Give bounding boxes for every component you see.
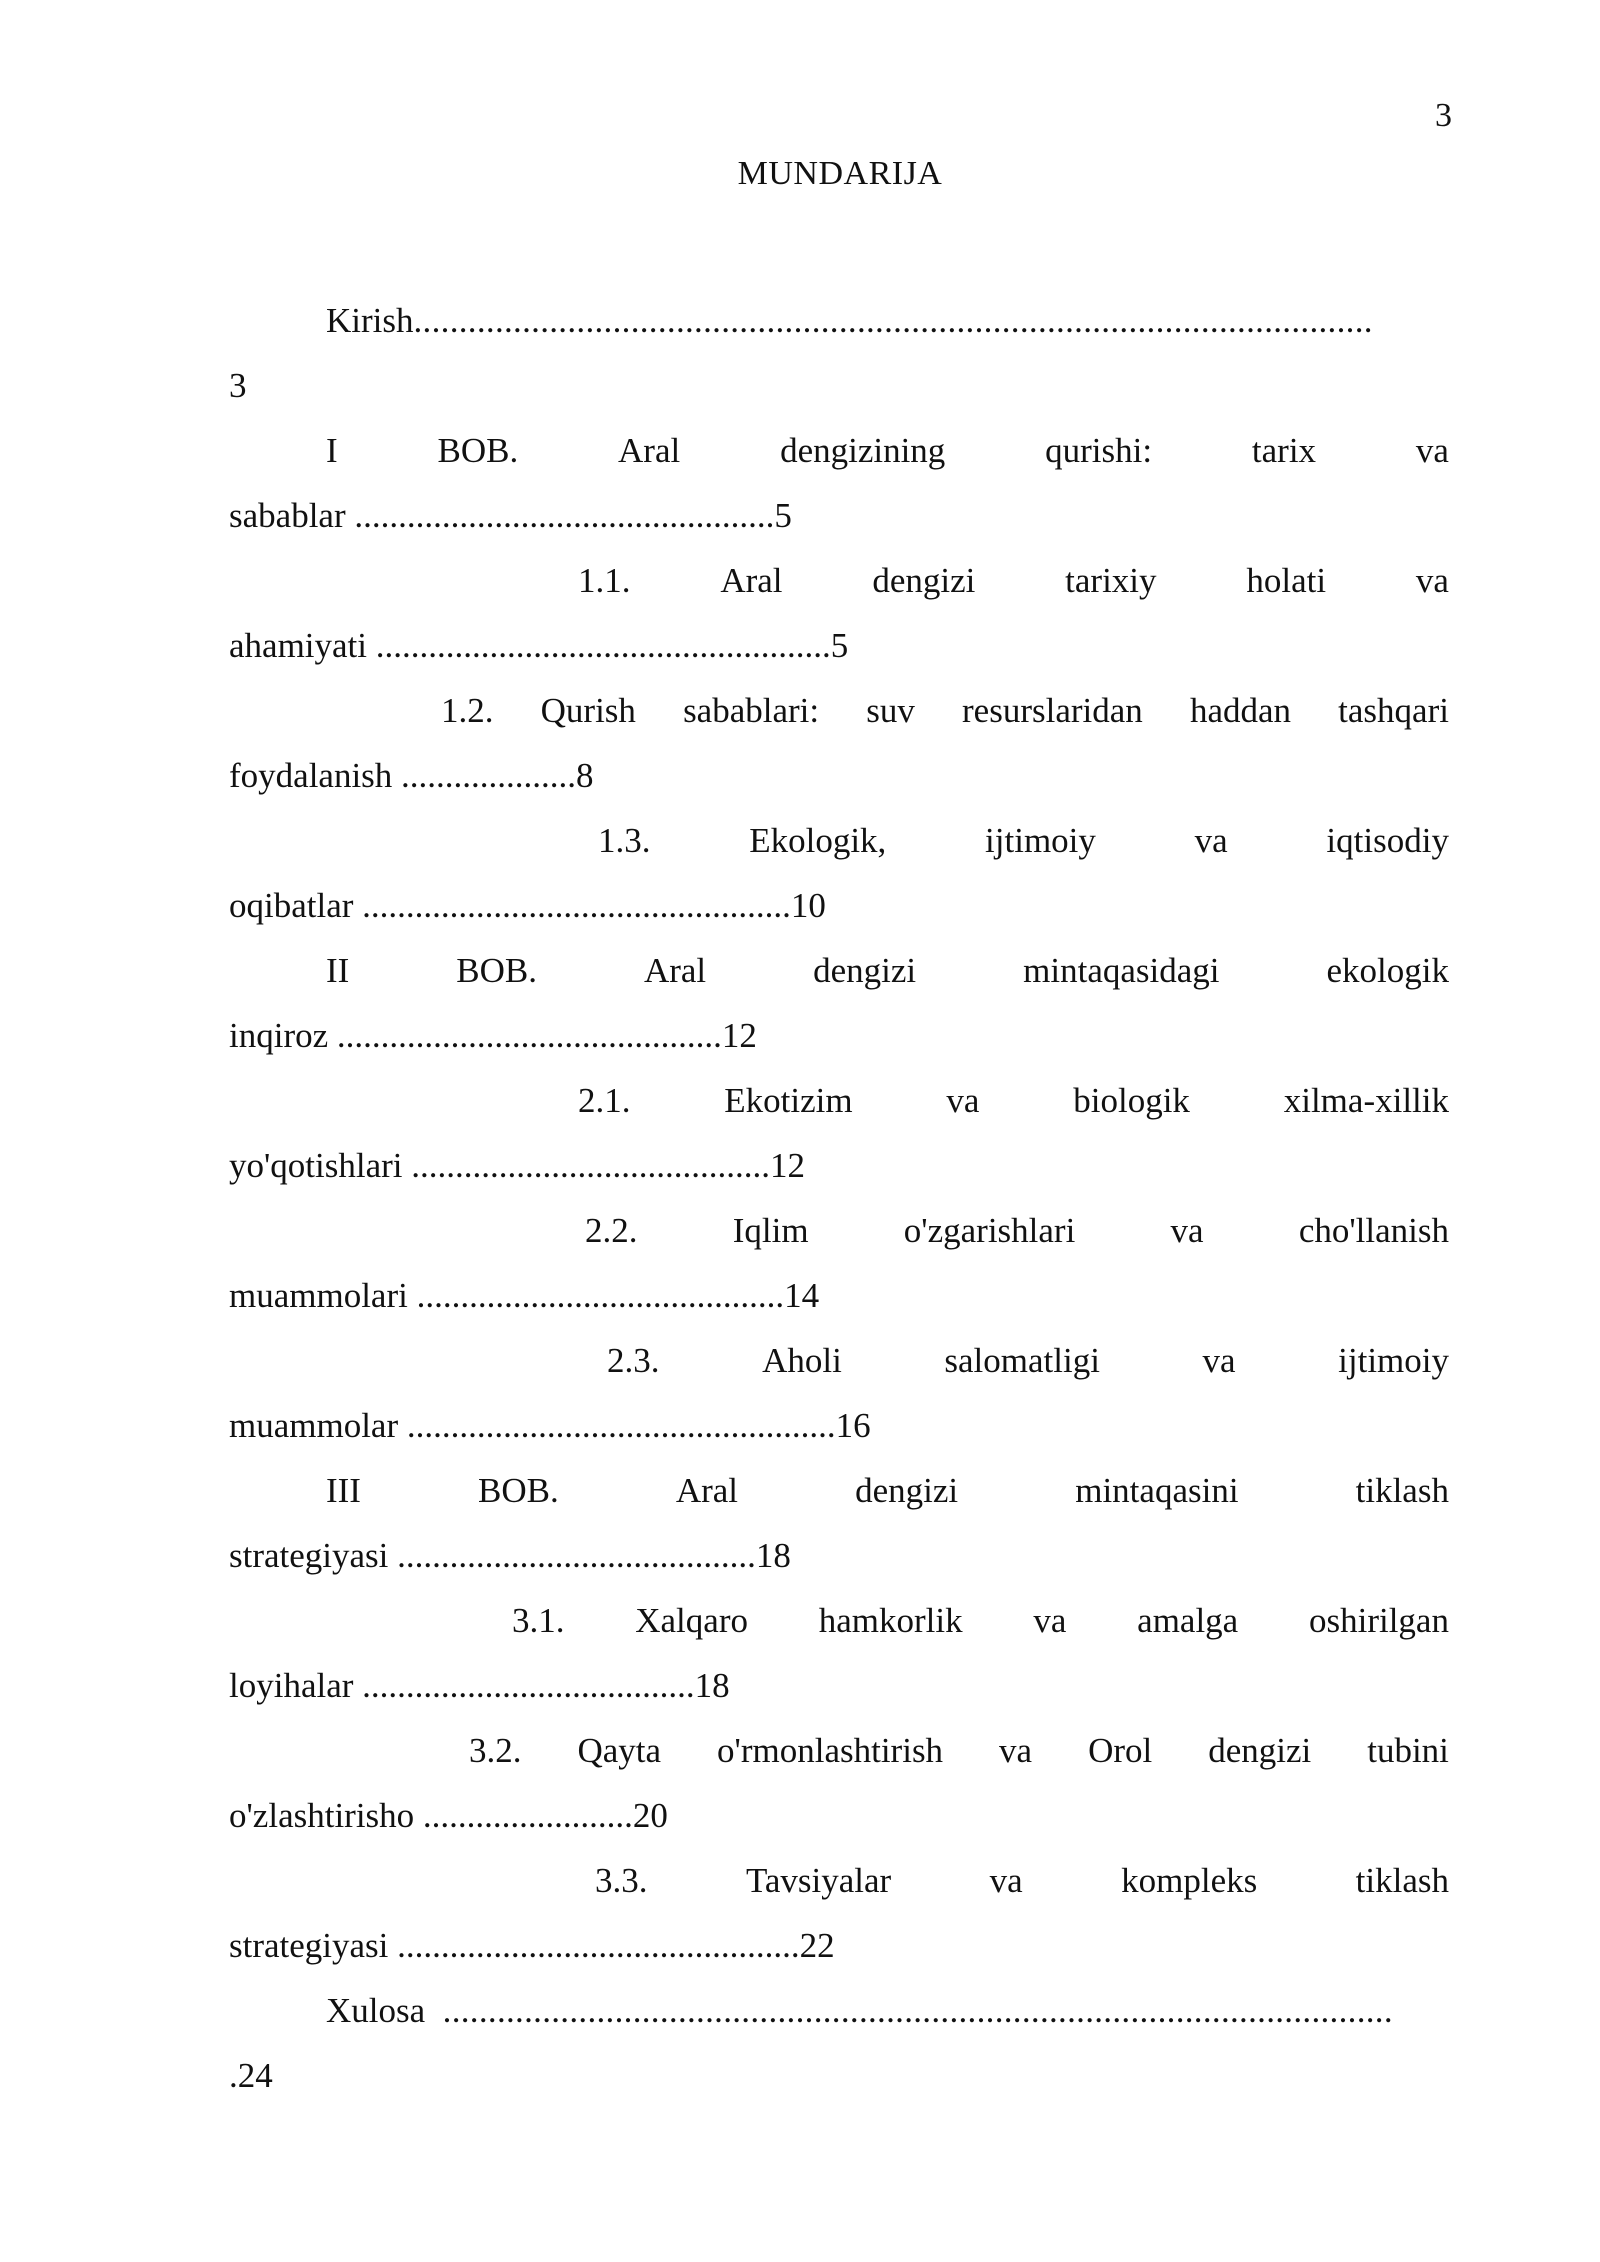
toc-entry-line2: strategiyasi .........................................18 <box>229 1536 791 1575</box>
toc-word: suv <box>866 691 915 730</box>
toc-word: Qayta <box>577 1731 662 1770</box>
toc-entry-line2: ahamiyati ....................................................5 <box>229 626 849 665</box>
toc-word: mintaqasini <box>1075 1471 1239 1510</box>
toc-entry-line1 <box>229 418 1449 483</box>
toc-word: 2.2. <box>585 1211 638 1250</box>
toc-entry-line2: muammolar .................................................16 <box>229 1406 871 1445</box>
toc-entry-line2: oqibatlar .................................................10 <box>229 886 826 925</box>
toc-word: ekologik <box>1326 951 1449 990</box>
toc-word: dengizi <box>855 1471 959 1510</box>
toc-entry-title: Kirish <box>326 301 414 340</box>
toc-entry-3-2[interactable] <box>229 1718 1449 1848</box>
toc-word: Iqlim <box>732 1211 809 1250</box>
toc-entry-3-3[interactable] <box>229 1848 1449 1978</box>
toc-word: tiklash <box>1355 1471 1449 1510</box>
toc-word: BOB. <box>456 951 537 990</box>
toc-entry-line2: foydalanish ....................8 <box>229 756 594 795</box>
toc-word: haddan <box>1189 691 1292 730</box>
toc-word: dengizi <box>872 561 976 600</box>
toc-word: o'zgarishlari <box>903 1211 1076 1250</box>
toc-word: va <box>989 1861 1023 1900</box>
toc-entry-line1 <box>229 1458 1449 1523</box>
toc-word: Qurish <box>540 691 636 730</box>
toc-word: va <box>999 1731 1033 1770</box>
toc-word: biologik <box>1073 1081 1190 1120</box>
toc-word: 1.2. <box>441 691 494 730</box>
toc-word: resurslaridan <box>962 691 1143 730</box>
toc-word: 3.1. <box>512 1601 565 1640</box>
toc-word: BOB. <box>437 431 519 470</box>
toc-entry-bob3[interactable] <box>229 1458 1449 1588</box>
toc-word: 2.3. <box>607 1341 660 1380</box>
toc-entry-line2: o'zlashtirisho ........................20 <box>229 1796 668 1835</box>
toc-word: qurishi: <box>1045 431 1153 470</box>
toc-entry-bob1[interactable] <box>229 418 1449 548</box>
page-number: 3 <box>1435 97 1452 134</box>
toc-entry-2-2[interactable] <box>229 1198 1449 1328</box>
toc-word: tiklash <box>1355 1861 1449 1900</box>
toc-word: Tavsiyalar <box>745 1861 892 1900</box>
toc-word: dengizi <box>813 951 917 990</box>
toc-word: Ekotizim <box>724 1081 853 1120</box>
page-title: MUNDARIJA <box>737 155 943 192</box>
toc-word: Aral <box>618 431 681 470</box>
toc-word: hamkorlik <box>818 1601 963 1640</box>
toc-word: Aral <box>643 951 707 990</box>
toc-word: Xalqaro <box>635 1601 748 1640</box>
toc-word: tarixiy <box>1065 561 1157 600</box>
toc-word: 2.1. <box>578 1081 631 1120</box>
toc-word: ijtimoiy <box>1338 1341 1449 1380</box>
toc-entry-line1 <box>229 1198 1449 1263</box>
toc-word: tubini <box>1367 1731 1449 1770</box>
toc-word: va <box>1415 561 1449 600</box>
toc-word: kompleks <box>1121 1861 1258 1900</box>
toc-word: amalga <box>1137 1601 1239 1640</box>
toc-entry-2-3[interactable] <box>229 1328 1449 1458</box>
toc-word: sabablari: <box>683 691 820 730</box>
toc-word: iqtisodiy <box>1326 821 1449 860</box>
toc-entry-line1 <box>229 678 1449 743</box>
toc-word: BOB. <box>478 1471 559 1510</box>
toc-entry-kirish[interactable] <box>229 288 1449 418</box>
toc-entry-line1 <box>229 1718 1449 1783</box>
toc-word: va <box>1033 1601 1067 1640</box>
toc-leader-dots: .......................................................................................................... <box>413 301 1373 340</box>
toc-word: 1.1. <box>578 561 631 600</box>
toc-word: Ekologik, <box>749 821 887 860</box>
toc-word: mintaqasidagi <box>1023 951 1220 990</box>
toc-word: 3.3. <box>595 1861 648 1900</box>
toc-entry-line1 <box>229 1588 1449 1653</box>
toc-word: holati <box>1246 561 1327 600</box>
toc-entry-line2: yo'qotishlari .........................................12 <box>229 1146 806 1185</box>
toc-entry-line1 <box>229 1068 1449 1133</box>
toc-entry-line1 <box>229 808 1449 873</box>
toc-entry-page: .24 <box>229 2056 273 2095</box>
toc-word: Aral <box>675 1471 739 1510</box>
toc-entry-line1 <box>229 938 1449 1003</box>
toc-word: va <box>1170 1211 1204 1250</box>
toc-word: II <box>326 951 350 990</box>
toc-word: va <box>1202 1341 1236 1380</box>
toc-entry-2-1[interactable] <box>229 1068 1449 1198</box>
toc-entry-line1 <box>229 1328 1449 1393</box>
toc-word: salomatligi <box>944 1341 1100 1380</box>
toc-word: dengizi <box>1208 1731 1312 1770</box>
toc-word: va <box>1415 431 1449 470</box>
toc-word: cho'llanish <box>1298 1211 1449 1250</box>
toc-entry-1-3[interactable] <box>229 808 1449 938</box>
toc-entry-line1 <box>229 288 1449 353</box>
toc-word: 1.3. <box>598 821 651 860</box>
toc-word: tarix <box>1251 431 1317 470</box>
toc-entry-line1 <box>229 1848 1449 1913</box>
toc-entry-line2: muammolari ..........................................14 <box>229 1276 820 1315</box>
toc-word: I <box>326 431 338 470</box>
toc-word: III <box>326 1471 361 1510</box>
toc-entry-3-1[interactable] <box>229 1588 1449 1718</box>
toc-word: dengizining <box>780 431 946 470</box>
toc-entry-1-2[interactable] <box>229 678 1449 808</box>
toc-word: Aholi <box>762 1341 842 1380</box>
toc-word: o'rmonlashtirish <box>717 1731 944 1770</box>
toc-entry-line2: loyihalar ......................................18 <box>229 1666 730 1705</box>
toc-entry-line2: inqiroz ............................................12 <box>229 1016 757 1055</box>
toc-entry-1-1[interactable] <box>229 548 1449 678</box>
toc-word: Orol <box>1088 1731 1153 1770</box>
toc-word: va <box>1194 821 1228 860</box>
toc-entry-line2: strategiyasi ..............................................22 <box>229 1926 835 1965</box>
toc-word: oshirilgan <box>1308 1601 1449 1640</box>
toc-word: va <box>946 1081 980 1120</box>
table-of-contents <box>229 288 1449 2108</box>
toc-word: xilma-xillik <box>1283 1081 1449 1120</box>
toc-entry-bob2[interactable] <box>229 938 1449 1068</box>
toc-leader-dots: ......................................................................................................... <box>442 1991 1393 2030</box>
toc-entry-line2: sabablar ................................................5 <box>229 496 792 535</box>
toc-entry-line1 <box>229 548 1449 613</box>
toc-entry-page: 3 <box>229 366 247 405</box>
toc-word: tashqari <box>1338 691 1449 730</box>
toc-entry-title: Xulosa <box>326 1991 443 2030</box>
toc-entry-xulosa[interactable] <box>229 1978 1449 2108</box>
toc-entry-line1 <box>229 1978 1449 2043</box>
toc-word: Aral <box>720 561 783 600</box>
toc-word: 3.2. <box>469 1731 522 1770</box>
toc-word: ijtimoiy <box>985 821 1096 860</box>
